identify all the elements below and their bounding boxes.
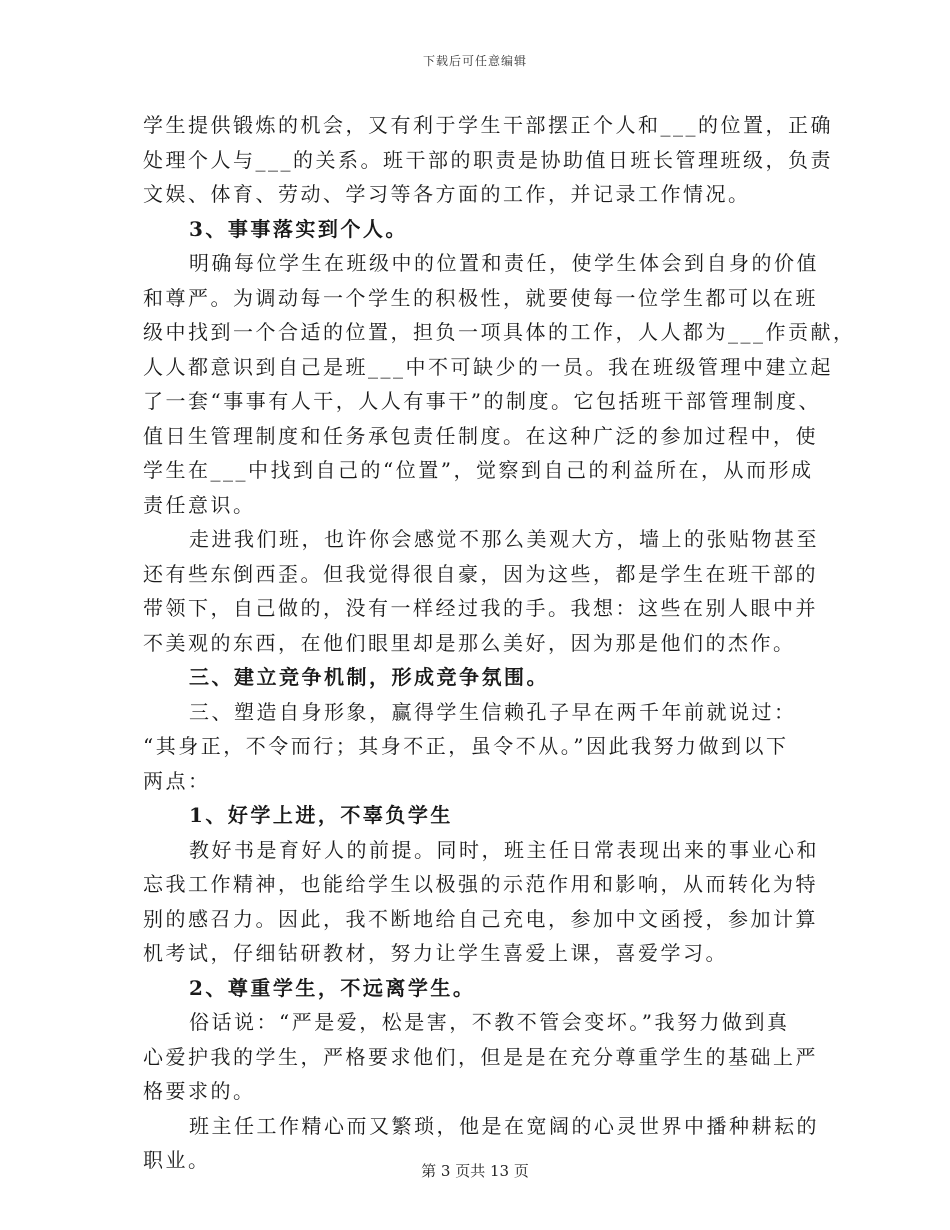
paragraph-line: 明确每位学生在班级中的位置和责任，使学生体会到自身的价值 (189, 251, 819, 275)
paragraph-line: 走进我们班，也许你会感觉不那么美观大方，墙上的张贴物甚至 (189, 527, 819, 551)
paragraph-line: 还有些东倒西歪。但我觉得很自豪，因为这些，都是学生在班干部的 (143, 561, 818, 586)
page-footer: 第 3 页共 13 页 (421, 1162, 529, 1180)
paragraph-line: 两点： (143, 768, 211, 793)
paragraph-line: 带领下，自己做的，没有一样经过我的手。我想：这些在别人眼中并 (143, 596, 818, 620)
paragraph-line: 教好书是育好人的前提。同时，班主任日常表现出来的事业心和 (189, 837, 819, 862)
paragraph-line: 不美观的东西，在他们眼里却是那么美好，因为那是他们的杰作。 (143, 630, 796, 655)
paragraph-line: “其身正，不令而行；其身不正，虽令不从。”因此我努力做到以下 (143, 734, 789, 758)
paragraph-line: 职业。 (143, 1148, 211, 1172)
section-heading: 2、尊重学生，不远离学生。 (189, 975, 476, 1000)
paragraph-line: 文娱、体育、劳动、学习等各方面的工作，并记录工作情况。 (143, 182, 751, 206)
paragraph-line: 人人都意识到自己是班___中不可缺少的一员。我在班级管理中建立起 (143, 354, 833, 379)
paragraph-line: 了一套“事事有人干，人人有事干”的制度。它包括班干部管理制度、 (143, 389, 821, 413)
paragraph-line: 值日生管理制度和任务承包责任制度。在这种广泛的参加过程中，使 (143, 423, 818, 448)
page-header: 下载后可任意编辑 (422, 54, 527, 68)
paragraph-line: 处理个人与___的关系。班干部的职责是协助值日班长管理班级，负责 (143, 147, 833, 172)
paragraph-line: 心爱护我的学生，严格要求他们，但是是在充分尊重学生的基础上严 (143, 1044, 818, 1069)
paragraph-line: 责任意识。 (143, 492, 256, 517)
paragraph-line: 俗话说：“严是爱，松是害，不教不管会变坏。”我努力做到真 (189, 1010, 790, 1034)
document-body (143, 108, 856, 1178)
paragraph-line: 班主任工作精心而又繁琐，他是在宽阔的心灵世界中播种耕耘的 (189, 1113, 819, 1138)
paragraph-line: 和尊严。为调动每一个学生的积极性，就要使每一位学生都可以在班 (143, 285, 818, 310)
paragraph-line: 级中找到一个合适的位置，担负一项具体的工作，人人都为___作贡献， (143, 320, 856, 344)
paragraph-line: 学生提供锻炼的机会，又有利于学生干部摆正个人和___的位置，正确 (143, 113, 833, 137)
section-heading: 1、好学上进，不辜负学生 (189, 803, 453, 827)
paragraph-line: 格要求的。 (143, 1079, 256, 1103)
section-heading: 三、建立竞争机制，形成竞争氛围。 (189, 665, 549, 689)
paragraph-line: 三、塑造自身形象，赢得学生信赖孔子早在两千年前就说过： (189, 699, 797, 724)
section-heading: 3、事事落实到个人。 (189, 216, 408, 241)
paragraph-line: 机考试，仔细钻研教材，努力让学生喜爱上课，喜爱学习。 (143, 941, 728, 965)
paragraph-line: 学生在___中找到自己的“位置”，觉察到自己的利益所在，从而形成 (143, 458, 814, 482)
paragraph-line: 别的感召力。因此，我不断地给自己充电，参加中文函授，参加计算 (143, 906, 818, 931)
paragraph-line: 忘我工作精神，也能给学生以极强的示范作用和影响，从而转化为特 (143, 872, 818, 896)
